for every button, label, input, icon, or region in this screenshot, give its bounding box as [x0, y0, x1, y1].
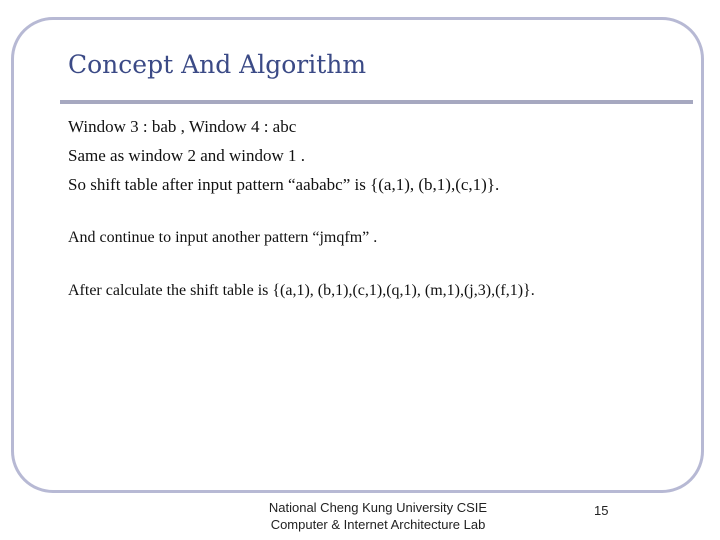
footer-line-2: Computer & Internet Architecture Lab: [270, 517, 486, 532]
body-line-2: Same as window 2 and window 1 .: [68, 146, 306, 165]
page-number: 15: [594, 503, 609, 518]
footer: [240, 499, 516, 533]
body-line-3: So shift table after input pattern “aababc” is {(a,1), (b,1),(c,1)}.: [68, 175, 500, 194]
slide-title: Concept And Algorithm: [68, 50, 367, 79]
slide-frame: [11, 17, 704, 493]
body-line-5: After calculate the shift table is {(a,1), (b,1),(c,1),(q,1), (m,1),(j,3),(f,1)}.: [68, 282, 535, 299]
body-line-1: Window 3 : bab , Window 4 : abc: [68, 117, 297, 136]
body-line-4: And continue to input another pattern “jmqfm” .: [68, 229, 378, 246]
footer-line-1: National Cheng Kung University CSIE: [268, 500, 488, 515]
title-divider: [60, 100, 693, 104]
